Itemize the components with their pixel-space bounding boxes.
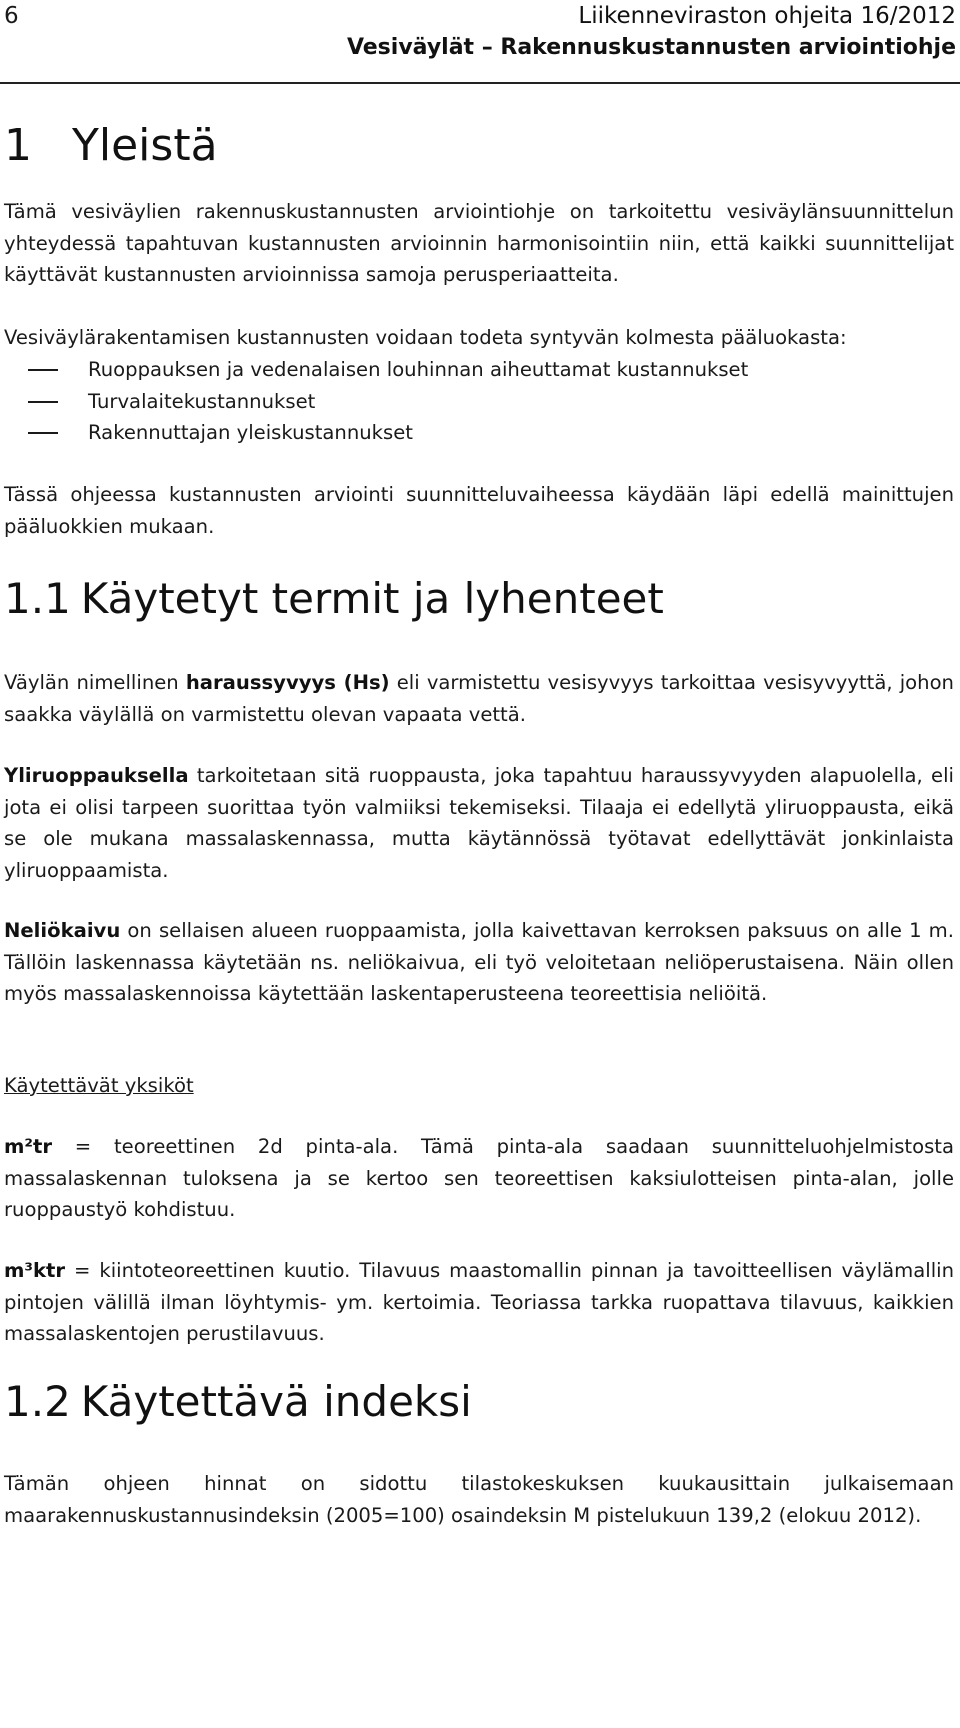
- units-subheading: Käytettävät yksiköt: [4, 1074, 194, 1097]
- list-item: [4, 354, 954, 386]
- text-run: = kiintoteoreettinen kuutio. Tilavuus maastomallin pinnan ja tavoitteellisen väylämallin pintojen välillä ilman löyhtymis- ym. kertoimia. Teoriassa tarkka ruopattava tilavuus, kaikkien massalaskentojen perustilavuus.: [4, 1259, 954, 1345]
- list-item-text: Rakennuttajan yleiskustannukset: [88, 421, 413, 444]
- text-run: = teoreettinen 2d pinta-ala. Tämä pinta-ala saadaan suunnitteluohjelmistosta massalaskennan tuloksena ja se kertoo sen teoreettisen kaksiulotteisen pinta-alan, jolle ruoppaustyö kohdistuu.: [4, 1135, 954, 1221]
- section-title: Yleistä: [72, 120, 218, 171]
- text-run: Väylän nimellinen: [4, 671, 186, 694]
- m3ktr-paragraph: [4, 1255, 954, 1350]
- neliokaivu-paragraph: [4, 915, 954, 1010]
- text-run: tarkoitetaan sitä ruoppausta, joka tapahtuu haraussyvyyden alapuolella, eli jota ei olisi tarpeen suorittaa työn valmiiksi tekemiseksi. Tilaaja ei edellytä yliruoppausta, eikä se ole mukana massalaskennassa, mutta käytännössä työtavat edellyttävät jonkinlaista yliruoppaamista.: [4, 764, 954, 882]
- list-item-text: Ruoppauksen ja vedenalaisen louhinnan aiheuttamat kustannukset: [88, 358, 749, 381]
- dash-bullet-icon: [28, 432, 58, 434]
- defined-term: haraussyvyys (Hs): [185, 671, 390, 694]
- index-paragraph: Tämän ohjeen hinnat on sidottu tilastokeskuksen kuukausittain julkaisemaan maarakennuskustannusindeksin (2005=100) osaindeksin M pistelukuun 139,2 (elokuu 2012).: [4, 1472, 954, 1527]
- text-run: on sellaisen alueen ruoppaamista, jolla kaivettavan kerroksen paksuus on alle 1 m. Tällöin laskennassa käytetään ns. neliökaivua, eli työ veloitetaan neliöperustaisena. Näin ollen myös massalaskennoissa käytettään laskentaperusteena teoreettisia neliöitä.: [4, 919, 954, 1005]
- list-item-text: Turvalaitekustannukset: [88, 389, 316, 413]
- section-1-2-heading: [4, 1376, 472, 1428]
- haraussyvyys-paragraph: [4, 667, 954, 730]
- series-label: Liikenneviraston ohjeita 16/2012: [578, 3, 956, 29]
- unit-term: m²tr: [4, 1135, 53, 1158]
- cost-categories-list: [4, 354, 954, 449]
- intro-paragraph: Tämä vesiväylien rakennuskustannusten arviointiohje on tarkoitettu vesiväylänsuunnittelun yhteydessä tapahtuvan kustannusten arvioinnin harmonisointiin niin, että kaikki suunnittelijat käyttävät kustannusten arvioinnissa samoja perusperiaatteita.: [4, 200, 954, 286]
- section-number: 1.1: [4, 574, 71, 623]
- defined-term: Neliökaivu: [4, 919, 121, 942]
- categories-lead-paragraph: Vesiväylärakentamisen kustannusten voidaan todeta syntyvän kolmesta pääluokasta:: [4, 326, 847, 349]
- section-number: 1: [4, 120, 32, 171]
- document-title: Vesiväylät – Rakennuskustannusten arviointiohje: [346, 35, 956, 60]
- section-1-heading: [4, 118, 218, 174]
- list-item: [4, 417, 954, 449]
- unit-term: m³ktr: [4, 1259, 66, 1282]
- page-number: 6: [4, 3, 19, 29]
- closing-paragraph: Tässä ohjeessa kustannusten arviointi suunnitteluvaiheessa käydään läpi edellä mainittujen pääluokkien mukaan.: [4, 483, 954, 538]
- m2tr-paragraph: [4, 1131, 954, 1226]
- text-run: eli varmistettu vesisyvyys tarkoittaa vesisyvyyttä, johon saakka väylällä on varmistettu olevan vapaata vettä.: [4, 671, 954, 726]
- section-number: 1.2: [4, 1377, 71, 1426]
- header-divider: [0, 82, 960, 84]
- section-title: Käytetyt termit ja lyhenteet: [80, 574, 664, 623]
- section-1-1-heading: [4, 573, 664, 625]
- dash-bullet-icon: [28, 369, 58, 371]
- yliruoppaus-paragraph: [4, 760, 954, 886]
- list-item: [4, 386, 954, 418]
- section-title: Käytettävä indeksi: [80, 1377, 472, 1426]
- defined-term: Yliruoppauksella: [4, 764, 189, 787]
- dash-bullet-icon: [28, 401, 58, 403]
